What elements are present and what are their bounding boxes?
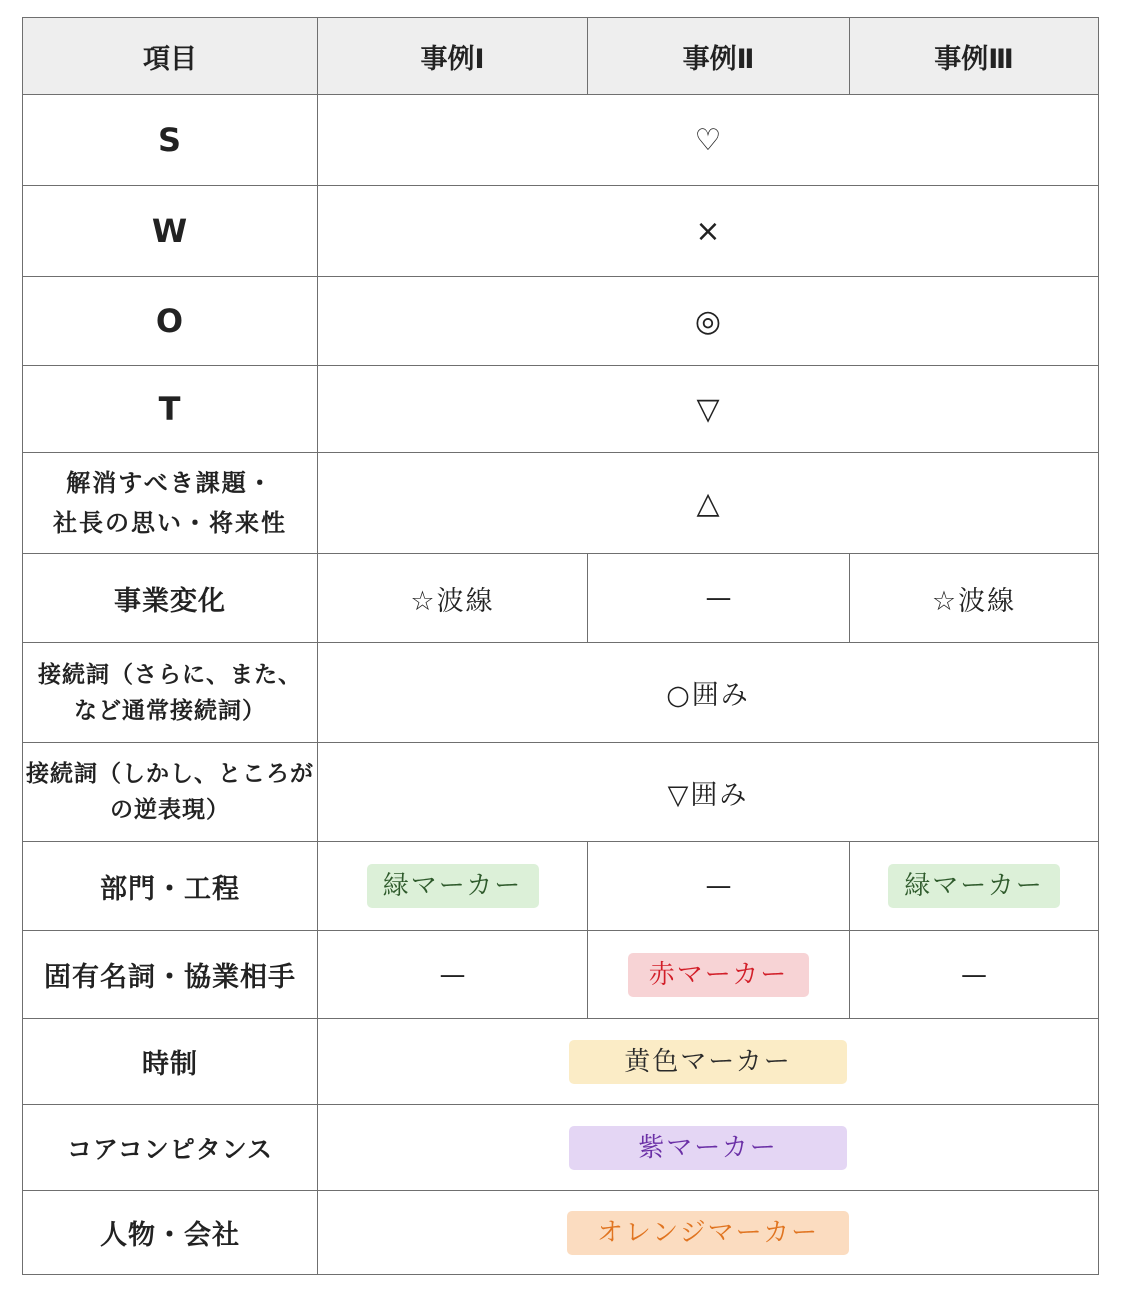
row-label-core: コアコンピタンス: [23, 1105, 318, 1191]
red-marker-badge: 赤マーカー: [628, 953, 809, 997]
proper-noun-case-2-cell: [588, 931, 850, 1019]
row-label-conj-contrast-line2: の逆表現）: [110, 797, 230, 823]
tense-value-cell: [318, 1019, 1099, 1105]
row-label-issues-line1: 解消すべき課題・: [66, 469, 274, 497]
row-label-conj-contrast: [23, 743, 318, 842]
business-change-case-2: —: [588, 554, 850, 643]
table-row-s: [23, 95, 1099, 186]
table-row-conj-add: [23, 643, 1099, 743]
business-change-case-3: ☆波線: [850, 554, 1099, 643]
dept-case-2: —: [588, 842, 850, 931]
row-label-conj-add: [23, 643, 318, 743]
header-row: [23, 18, 1099, 95]
table-row-o: [23, 277, 1099, 366]
row-label-issues: [23, 453, 318, 554]
proper-noun-case-1: —: [318, 931, 588, 1019]
table-row-tense: [23, 1019, 1099, 1105]
up-triangle-icon: △: [318, 453, 1099, 554]
down-triangle-icon: ▽: [318, 366, 1099, 453]
row-label-business-change: 事業変化: [23, 554, 318, 643]
header-item: 項目: [23, 18, 318, 95]
double-circle-icon: ◎: [318, 277, 1099, 366]
dept-case-3-cell: [850, 842, 1099, 931]
row-label-issues-line2: 社長の思い・将来性: [53, 509, 287, 537]
table-row-people: [23, 1191, 1099, 1275]
row-label-t: T: [23, 366, 318, 453]
conj-contrast-value: ▽囲み: [318, 743, 1099, 842]
row-label-s: S: [23, 95, 318, 186]
row-label-tense: 時制: [23, 1019, 318, 1105]
conj-add-value: ○囲み: [318, 643, 1099, 743]
row-label-people: 人物・会社: [23, 1191, 318, 1275]
core-value-cell: [318, 1105, 1099, 1191]
table-row-w: [23, 186, 1099, 277]
green-marker-badge: 緑マーカー: [888, 864, 1060, 908]
green-marker-badge: 緑マーカー: [367, 864, 539, 908]
row-label-conj-contrast-line1: 接続詞（しかし、ところが: [26, 761, 314, 787]
table-row-issues: [23, 453, 1099, 554]
proper-noun-case-3: —: [850, 931, 1099, 1019]
header-case-1: 事例Ⅰ: [318, 18, 588, 95]
table-row-dept: [23, 842, 1099, 931]
row-label-proper-noun: 固有名詞・協業相手: [23, 931, 318, 1019]
row-label-dept: 部門・工程: [23, 842, 318, 931]
header-case-3: 事例Ⅲ: [850, 18, 1099, 95]
yellow-marker-badge: 黄色マーカー: [569, 1040, 847, 1084]
table-row-business-change: [23, 554, 1099, 643]
business-change-case-1: ☆波線: [318, 554, 588, 643]
row-label-w: W: [23, 186, 318, 277]
orange-marker-badge: オレンジマーカー: [567, 1211, 849, 1255]
table-row-conj-contrast: [23, 743, 1099, 842]
row-label-conj-add-line2: など通常接続詞）: [74, 697, 266, 724]
row-label-o: O: [23, 277, 318, 366]
heart-icon: ♡: [318, 95, 1099, 186]
people-value-cell: [318, 1191, 1099, 1275]
table-row-core: [23, 1105, 1099, 1191]
dept-case-1-cell: [318, 842, 588, 931]
cross-icon: ×: [318, 186, 1099, 277]
table-row-t: [23, 366, 1099, 453]
marking-rules-table: [22, 17, 1099, 1275]
purple-marker-badge: 紫マーカー: [569, 1126, 847, 1170]
header-case-2: 事例Ⅱ: [588, 18, 850, 95]
row-label-conj-add-line1: 接続詞（さらに、また、: [38, 661, 302, 688]
table-row-proper-noun: [23, 931, 1099, 1019]
